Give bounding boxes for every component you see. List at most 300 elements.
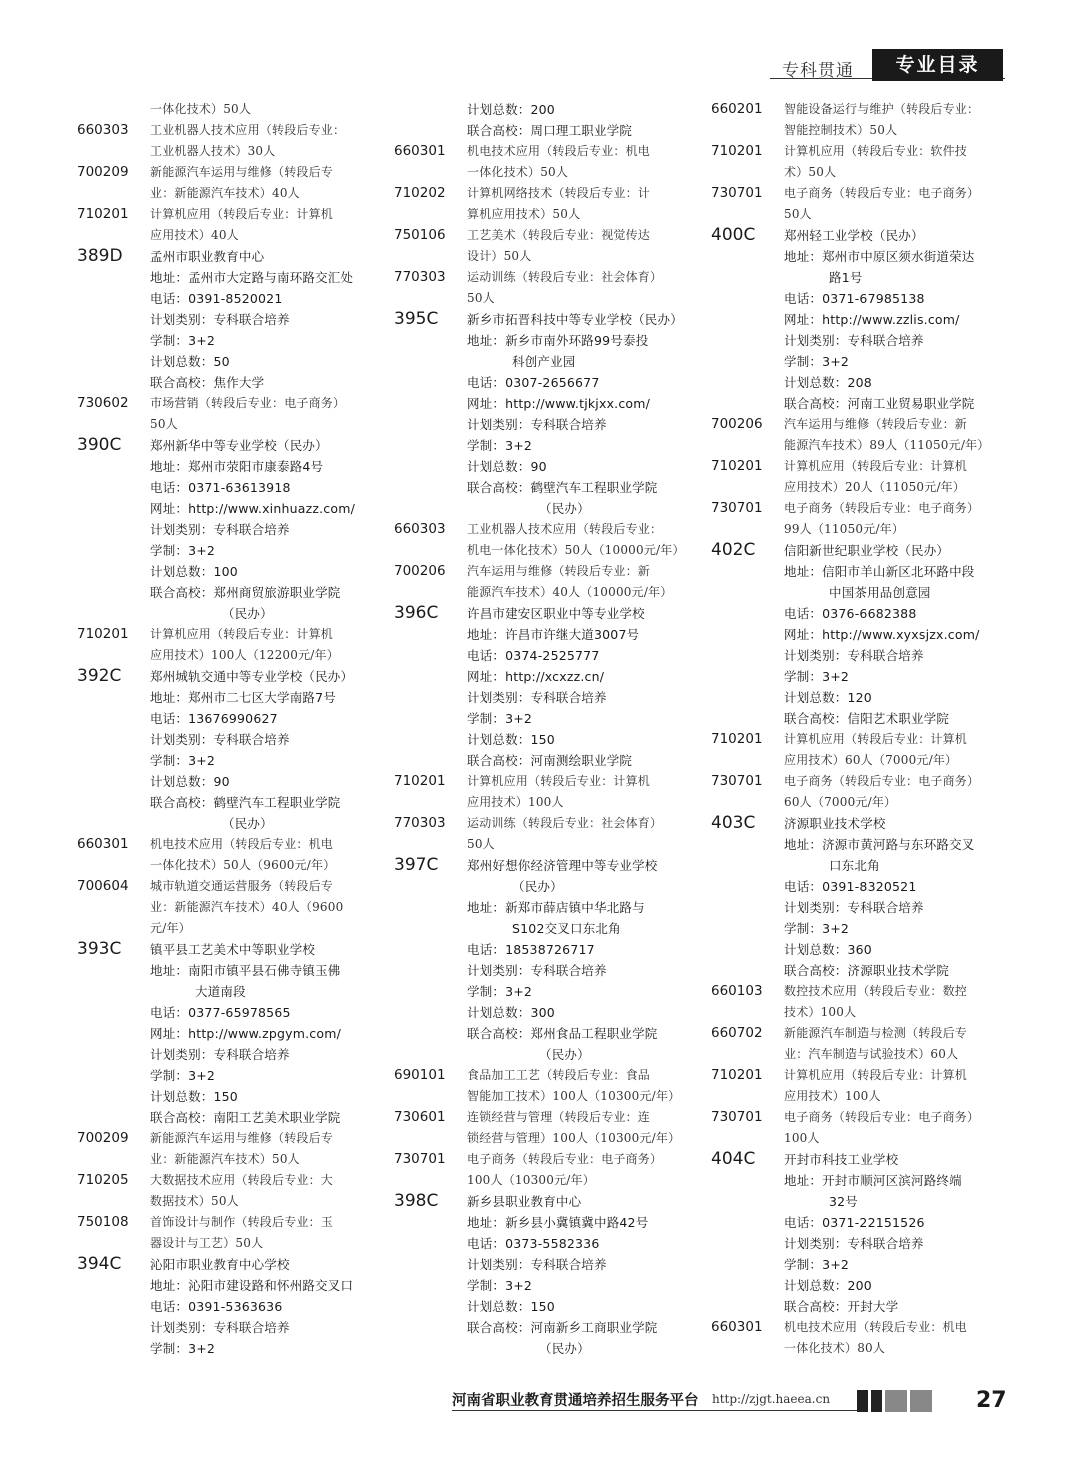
entry-text: [784, 813, 1011, 981]
major-description-line: 大数据技术应用（转段后专业：大: [150, 1173, 334, 1187]
school-detail-line: 电话：0371-67985138: [784, 291, 925, 306]
major-description-line: 业：汽车制造与试验技术）60人: [784, 1047, 959, 1061]
major-description-line: 新能源汽车制造与检测（转段后专: [784, 1026, 968, 1040]
school-detail-line: 计划类别：专科联合培养: [150, 312, 290, 327]
major-description-line: 运动训练（转段后专业：社会体育）: [467, 816, 663, 830]
major-code: 730601: [394, 1109, 446, 1125]
entry-text: [784, 1149, 1011, 1317]
entry-text: [150, 162, 377, 204]
major-code: 710201: [711, 143, 763, 159]
school-detail-line: 地址：济源市黄河路与东环路交叉: [784, 837, 975, 852]
school-code: 403C: [711, 813, 756, 833]
major-code: 660301: [394, 143, 446, 159]
major-entry: [394, 141, 694, 183]
major-entry: [77, 120, 377, 162]
entry-text: [467, 813, 694, 855]
catalog-column-1: [77, 99, 377, 1359]
school-code: 390C: [77, 435, 122, 455]
major-description-line: 工业机器人技术应用（转段后专业：: [467, 522, 663, 536]
major-entry: [394, 1065, 694, 1107]
major-code: 750108: [77, 1214, 129, 1230]
school-detail-line: 计划总数：208: [784, 375, 872, 390]
major-description-line: 首饰设计与制作（转段后专业：玉: [150, 1215, 334, 1229]
entry-text: [467, 771, 694, 813]
major-description-line: 设计）50人: [467, 249, 532, 263]
major-entry: [394, 267, 694, 309]
entry-text: [150, 1254, 377, 1359]
major-description-line: 计算机应用（转段后专业：计算机: [467, 774, 651, 788]
major-description-line: 50人: [467, 837, 495, 851]
major-code: 730701: [394, 1151, 446, 1167]
school-detail-line: 路1号: [829, 270, 863, 285]
major-entry: [711, 981, 1011, 1023]
school-detail-line: 计划类别：专科联合培养: [784, 900, 924, 915]
school-code: 392C: [77, 666, 122, 686]
school-detail-line: 地址：新乡县小冀镇冀中路42号: [467, 1215, 649, 1230]
footer-url: http://zjgt.haeea.cn: [712, 1392, 831, 1406]
major-description-line: 食品加工工艺（转段后专业：食品: [467, 1068, 651, 1082]
school-detail-line: 网址：http://www.tjkjxx.com/: [467, 396, 651, 411]
page-number: 27: [976, 1388, 1007, 1413]
major-code: 660303: [77, 122, 129, 138]
school-detail-line: 计划类别：专科联合培养: [467, 690, 607, 705]
school-detail-line: 学制：3+2: [784, 669, 850, 684]
catalog-column-2: [394, 99, 694, 1359]
catalog-column-3: [711, 99, 1011, 1359]
school-detail-line: 计划总数：150: [150, 1089, 238, 1104]
entry-text: [784, 99, 1011, 141]
major-description-line: 一体化技术）50人（9600元/年）: [150, 858, 336, 872]
major-description-line: 锁经营与管理）100人（10300元/年）: [467, 1131, 681, 1145]
school-entry: [77, 666, 377, 834]
school-detail-line: 学制：3+2: [150, 543, 216, 558]
major-description-line: 智能设备运行与维护（转段后专业：: [784, 102, 980, 116]
school-detail-line: 联合高校：信阳艺术职业学院: [784, 711, 950, 726]
major-description-line: 数控技术应用（转段后专业：数控: [784, 984, 968, 998]
entry-text: [150, 666, 377, 834]
major-description-line: 能源汽车技术）89人（11050元/年）: [784, 438, 990, 452]
school-detail-line: 计划类别：专科联合培养: [150, 732, 290, 747]
school-detail-line: 计划类别：专科联合培养: [150, 1047, 290, 1062]
entry-text: [784, 456, 1011, 498]
major-code: 730701: [711, 1109, 763, 1125]
entry-text: [784, 498, 1011, 540]
school-detail-line: （民办）: [539, 501, 590, 516]
major-entry: [711, 1023, 1011, 1065]
school-detail-line: 联合高校：河南新乡工商职业学院: [467, 1320, 658, 1335]
entry-text: [467, 309, 694, 519]
major-description-line: 一体化技术）50人: [467, 165, 569, 179]
major-entry: [394, 813, 694, 855]
entry-text: [784, 141, 1011, 183]
school-detail-line: 计划类别：专科联合培养: [784, 333, 924, 348]
school-detail-line: 电话：0371-63613918: [150, 480, 291, 495]
school-entry: [394, 1191, 694, 1359]
school-name: 新乡市拓晋科技中等专业学校（民办）: [467, 312, 683, 327]
school-detail-line: 地址：开封市顺河区滨河路终端: [784, 1173, 962, 1188]
major-code: 730701: [711, 500, 763, 516]
entry-text: [784, 1107, 1011, 1149]
school-detail-line: 学制：3+2: [784, 354, 850, 369]
major-code: 710201: [711, 458, 763, 474]
major-description-line: 100人: [784, 1131, 820, 1145]
major-description-line: 计算机应用（转段后专业：计算机: [150, 627, 334, 641]
entry-text: [150, 939, 377, 1128]
entry-text: [150, 204, 377, 246]
school-detail-line: 电话：0373-5582336: [467, 1236, 600, 1251]
school-code: 397C: [394, 855, 439, 875]
major-description-line: 新能源汽车运用与维修（转段后专: [150, 1131, 334, 1145]
header-section-label: 专科贯通: [782, 61, 854, 81]
major-code: 660702: [711, 1025, 763, 1041]
major-description-line: 电子商务（转段后专业：电子商务）: [784, 774, 980, 788]
school-detail-line: 学制：3+2: [150, 753, 216, 768]
major-description-line: 一体化技术）50人: [150, 102, 252, 116]
school-detail-line: 计划类别：专科联合培养: [467, 963, 607, 978]
school-name: 郑州轻工业学校（民办）: [784, 228, 924, 243]
major-description-line: 工业机器人技术）30人: [150, 144, 276, 158]
school-entry: [711, 1149, 1011, 1317]
entry-text: [150, 435, 377, 624]
major-description-line: 机电技术应用（转段后专业：机电: [467, 144, 651, 158]
major-description-line: 电子商务（转段后专业：电子商务）: [784, 501, 980, 515]
school-name: 郑州城轨交通中等专业学校（民办）: [150, 669, 354, 684]
entry-text: [467, 519, 694, 561]
major-description-line: 业：新能源汽车技术）40人: [150, 186, 300, 200]
school-detail-line: 32号: [829, 1194, 859, 1209]
major-entry: [711, 141, 1011, 183]
major-code: 710202: [394, 185, 446, 201]
school-detail-line: 学制：3+2: [467, 438, 533, 453]
school-detail-line: （民办）: [539, 1047, 590, 1062]
major-description-line: 计算机网络技术（转段后专业：计: [467, 186, 651, 200]
entry-text: [784, 1065, 1011, 1107]
school-detail-line: 计划类别：专科联合培养: [467, 1257, 607, 1272]
school-detail-line: （民办）: [512, 879, 563, 894]
major-description-line: 元/年）: [150, 921, 191, 935]
school-detail-line: 学制：3+2: [784, 1257, 850, 1272]
school-detail-line: 中国茶用品创意园: [829, 585, 931, 600]
major-code: 660301: [77, 836, 129, 852]
major-description-line: 智能控制技术）50人: [784, 123, 898, 137]
entry-text: [467, 267, 694, 309]
school-detail-line: 计划总数：90: [467, 459, 547, 474]
major-entry: [77, 1212, 377, 1254]
school-detail-line: 网址：http://www.zpgym.com/: [150, 1026, 341, 1041]
school-detail-line: 电话：0374-2525777: [467, 648, 600, 663]
school-detail-line: 计划总数：100: [150, 564, 238, 579]
school-detail-line: 学制：3+2: [467, 711, 533, 726]
school-name: 济源职业技术学校: [784, 816, 886, 831]
school-detail-line: 联合高校：焦作大学: [150, 375, 265, 390]
school-detail-line: 学制：3+2: [784, 921, 850, 936]
entry-text: [784, 183, 1011, 225]
school-code: 394C: [77, 1254, 122, 1274]
school-detail-line: 电话：0377-65978565: [150, 1005, 291, 1020]
major-entry: [77, 204, 377, 246]
school-name: 开封市科技工业学校: [784, 1152, 899, 1167]
school-detail-line: 学制：3+2: [150, 1341, 216, 1356]
major-description-line: 计算机应用（转段后专业：计算机: [784, 732, 968, 746]
school-detail-line: 电话：0391-8520021: [150, 291, 283, 306]
entry-text: [150, 120, 377, 162]
school-detail-line: 电话：0376-6682388: [784, 606, 917, 621]
school-detail-line: 地址：沁阳市建设路和怀州路交叉口: [150, 1278, 354, 1293]
major-description-line: 电子商务（转段后专业：电子商务）: [784, 1110, 980, 1124]
school-detail-line: 地址：郑州市中原区须水街道荣达: [784, 249, 975, 264]
major-entry: [77, 99, 377, 120]
major-description-line: 电子商务（转段后专业：电子商务）: [467, 1152, 663, 1166]
school-entry: [394, 309, 694, 519]
school-name: 郑州好想你经济管理中等专业学校: [467, 858, 658, 873]
major-description-line: 50人: [150, 417, 178, 431]
school-detail-line: 联合高校：鹤壁汽车工程职业学院: [467, 480, 658, 495]
school-detail-line: 联合高校：南阳工艺美术职业学院: [150, 1110, 341, 1125]
major-description-line: 计算机应用（转段后专业：计算机: [784, 1068, 968, 1082]
entry-text: [784, 540, 1011, 729]
footer-decoration: [857, 1390, 932, 1412]
major-description-line: 60人（7000元/年）: [784, 795, 897, 809]
major-description-line: 应用技术）20人（11050元/年）: [784, 480, 966, 494]
school-code: 395C: [394, 309, 439, 329]
school-detail-line: 地址：南阳市镇平县石佛寺镇玉佛: [150, 963, 341, 978]
major-description-line: 汽车运用与维修（转段后专业：新: [467, 564, 651, 578]
major-description-line: 业：新能源汽车技术）50人: [150, 1152, 300, 1166]
school-code: 404C: [711, 1149, 756, 1169]
header-section-title: 专业目录: [872, 49, 1003, 81]
school-detail-line: 计划总数：90: [150, 774, 230, 789]
school-detail-line: 地址：郑州市荥阳市康泰路4号: [150, 459, 324, 474]
major-description-line: 计算机应用（转段后专业：计算机: [150, 207, 334, 221]
school-code: 389D: [77, 246, 123, 266]
school-detail-line: 电话：13676990627: [150, 711, 278, 726]
major-code: 700209: [77, 1130, 129, 1146]
major-code: 710201: [711, 1067, 763, 1083]
major-description-line: 智能加工技术）100人（10300元/年）: [467, 1089, 681, 1103]
major-entry: [711, 498, 1011, 540]
major-description-line: 50人: [467, 291, 495, 305]
major-entry: [711, 183, 1011, 225]
major-description-line: 50人: [784, 207, 812, 221]
major-description-line: 应用技术）100人: [784, 1089, 881, 1103]
major-description-line: 算机应用技术）50人: [467, 207, 581, 221]
school-detail-line: 地址：新郑市薛店镇中华北路与: [467, 900, 645, 915]
major-entry: [77, 1170, 377, 1212]
school-entry: [77, 246, 377, 393]
major-description-line: 100人（10300元/年）: [467, 1173, 595, 1187]
major-description-line: 计算机应用（转段后专业：计算机: [784, 459, 968, 473]
major-entry: [711, 414, 1011, 456]
major-description-line: 业：新能源汽车技术）40人（9600: [150, 900, 344, 914]
school-detail-line: 计划总数：360: [784, 942, 872, 957]
school-detail-line: 地址：许昌市许继大道3007号: [467, 627, 640, 642]
entry-text: [784, 981, 1011, 1023]
school-detail-line: （民办）: [539, 1341, 590, 1356]
major-entry: [394, 561, 694, 603]
school-detail-line: 学制：3+2: [467, 1278, 533, 1293]
entry-text: [467, 141, 694, 183]
major-description-line: 应用技术）60人（7000元/年）: [784, 753, 958, 767]
school-detail-line: 电话：0371-22151526: [784, 1215, 925, 1230]
school-detail-line: 联合高校：郑州商贸旅游职业学院: [150, 585, 341, 600]
school-detail-line: 计划总数：120: [784, 690, 872, 705]
entry-text: [467, 1191, 694, 1359]
school-detail-line: 计划总数：50: [150, 354, 230, 369]
entry-text: [784, 771, 1011, 813]
major-entry: [711, 1107, 1011, 1149]
major-description-line: 计算机应用（转段后专业：软件技: [784, 144, 968, 158]
major-code: 710201: [77, 626, 129, 642]
major-entry: [77, 624, 377, 666]
entry-text: [467, 1107, 694, 1149]
school-detail-line: 电话：0307-2656677: [467, 375, 600, 390]
school-detail-line: 网址：http://www.xinhuazz.com/: [150, 501, 355, 516]
entry-text: [467, 561, 694, 603]
school-entry: [394, 855, 694, 1065]
major-description-line: 数据技术）50人: [150, 1194, 239, 1208]
school-name: 镇平县工艺美术中等职业学校: [150, 942, 316, 957]
school-detail-line: 联合高校：周口理工职业学院: [467, 123, 633, 138]
school-detail-line: 大道南段: [195, 984, 246, 999]
entry-text: [150, 1128, 377, 1170]
school-detail-line: 学制：3+2: [150, 1068, 216, 1083]
major-code: 750106: [394, 227, 446, 243]
entry-text: [150, 624, 377, 666]
major-code: 710201: [77, 206, 129, 222]
major-code: 660201: [711, 101, 763, 117]
school-detail-line: 电话：0391-8320521: [784, 879, 917, 894]
major-code: 730701: [711, 185, 763, 201]
school-detail-line: 科创产业园: [512, 354, 576, 369]
entry-text: [150, 834, 377, 876]
major-entry: [394, 519, 694, 561]
entry-text: [467, 225, 694, 267]
major-entry: [77, 393, 377, 435]
school-entry: [394, 99, 694, 141]
school-detail-line: 地址：孟州市大定路与南环路交汇处: [150, 270, 354, 285]
school-detail-line: 计划总数：150: [467, 732, 555, 747]
major-entry: [394, 225, 694, 267]
school-detail-line: 联合高校：鹤壁汽车工程职业学院: [150, 795, 341, 810]
school-name: 许昌市建安区职业中等专业学校: [467, 606, 645, 621]
major-description-line: 99人（11050元/年）: [784, 522, 905, 536]
school-code: 400C: [711, 225, 756, 245]
school-detail-line: 地址：郑州市二七区大学南路7号: [150, 690, 336, 705]
school-detail-line: 联合高校：开封大学: [784, 1299, 899, 1314]
major-description-line: 工业机器人技术应用（转段后专业：: [150, 123, 346, 137]
entry-text: [150, 876, 377, 939]
entry-text: [467, 99, 694, 141]
school-entry: [77, 939, 377, 1128]
school-detail-line: 学制：3+2: [467, 984, 533, 999]
entry-text: [150, 99, 377, 120]
school-detail-line: （民办）: [222, 816, 273, 831]
school-name: 孟州市职业教育中心: [150, 249, 265, 264]
school-detail-line: 计划总数：150: [467, 1299, 555, 1314]
school-detail-line: 计划类别：专科联合培养: [784, 1236, 924, 1251]
school-detail-line: 计划类别：专科联合培养: [784, 648, 924, 663]
major-code: 660301: [711, 1319, 763, 1335]
entry-text: [467, 603, 694, 771]
major-description-line: 城市轨道交通运营服务（转段后专: [150, 879, 334, 893]
major-description-line: 机电一体化技术）50人（10000元/年）: [467, 543, 685, 557]
entry-text: [150, 246, 377, 393]
school-code: 398C: [394, 1191, 439, 1211]
major-description-line: 电子商务（转段后专业：电子商务）: [784, 186, 980, 200]
major-description-line: 应用技术）100人（12200元/年）: [150, 648, 339, 662]
entry-text: [784, 729, 1011, 771]
school-detail-line: 电话：0391-5363636: [150, 1299, 283, 1314]
school-detail-line: 口东北角: [829, 858, 880, 873]
school-detail-line: 学制：3+2: [150, 333, 216, 348]
major-entry: [77, 1128, 377, 1170]
school-detail-line: 计划总数：200: [784, 1278, 872, 1293]
school-detail-line: 联合高校：郑州食品工程职业学院: [467, 1026, 658, 1041]
school-code: 396C: [394, 603, 439, 623]
major-entry: [77, 162, 377, 204]
entry-text: [150, 1170, 377, 1212]
major-code: 710205: [77, 1172, 129, 1188]
school-detail-line: 计划类别：专科联合培养: [467, 417, 607, 432]
school-entry: [711, 540, 1011, 729]
school-detail-line: 电话：18538726717: [467, 942, 595, 957]
school-entry: [77, 435, 377, 624]
school-detail-line: 计划类别：专科联合培养: [150, 522, 290, 537]
school-name: 信阳新世纪职业学校（民办）: [784, 543, 950, 558]
school-detail-line: 网址：http://www.xyxsjzx.com/: [784, 627, 980, 642]
school-detail-line: 地址：信阳市羊山新区北环路中段: [784, 564, 975, 579]
entry-text: [784, 414, 1011, 456]
major-code: 690101: [394, 1067, 446, 1083]
school-detail-line: 联合高校：河南测绘职业学院: [467, 753, 633, 768]
major-description-line: 能源汽车技术）40人（10000元/年）: [467, 585, 673, 599]
school-detail-line: 计划总数：200: [467, 102, 555, 117]
major-description-line: 连锁经营与管理（转段后专业：连: [467, 1110, 651, 1124]
school-detail-line: 地址：新乡市南外环路99号泰投: [467, 333, 649, 348]
school-entry: [77, 1254, 377, 1359]
school-code: 402C: [711, 540, 756, 560]
major-code: 700604: [77, 878, 129, 894]
school-detail-line: 联合高校：河南工业贸易职业学院: [784, 396, 975, 411]
school-name: 新乡县职业教育中心: [467, 1194, 582, 1209]
major-code: 700209: [77, 164, 129, 180]
major-entry: [711, 456, 1011, 498]
footer-rule: [452, 1410, 857, 1411]
school-detail-line: 计划总数：300: [467, 1005, 555, 1020]
entry-text: [150, 1212, 377, 1254]
major-entry: [77, 876, 377, 939]
entry-text: [467, 183, 694, 225]
school-detail-line: 网址：http://xcxzz.cn/: [467, 669, 605, 684]
school-entry: [711, 813, 1011, 981]
major-code: 660303: [394, 521, 446, 537]
major-description-line: 市场营销（转段后专业：电子商务）: [150, 396, 346, 410]
major-code: 700206: [394, 563, 446, 579]
major-code: 710201: [711, 731, 763, 747]
major-description-line: 机电技术应用（转段后专业：机电: [150, 837, 334, 851]
school-detail-line: S102交叉口东北角: [512, 921, 621, 936]
major-code: 730602: [77, 395, 129, 411]
school-detail-line: 联合高校：济源职业技术学院: [784, 963, 950, 978]
entry-text: [150, 393, 377, 435]
major-entry: [394, 771, 694, 813]
major-description-line: 技术）100人: [784, 1005, 857, 1019]
major-code: 710201: [394, 773, 446, 789]
school-entry: [711, 225, 1011, 414]
entry-text: [784, 225, 1011, 414]
major-description-line: 术）50人: [784, 165, 837, 179]
entry-text: [784, 1317, 1011, 1359]
